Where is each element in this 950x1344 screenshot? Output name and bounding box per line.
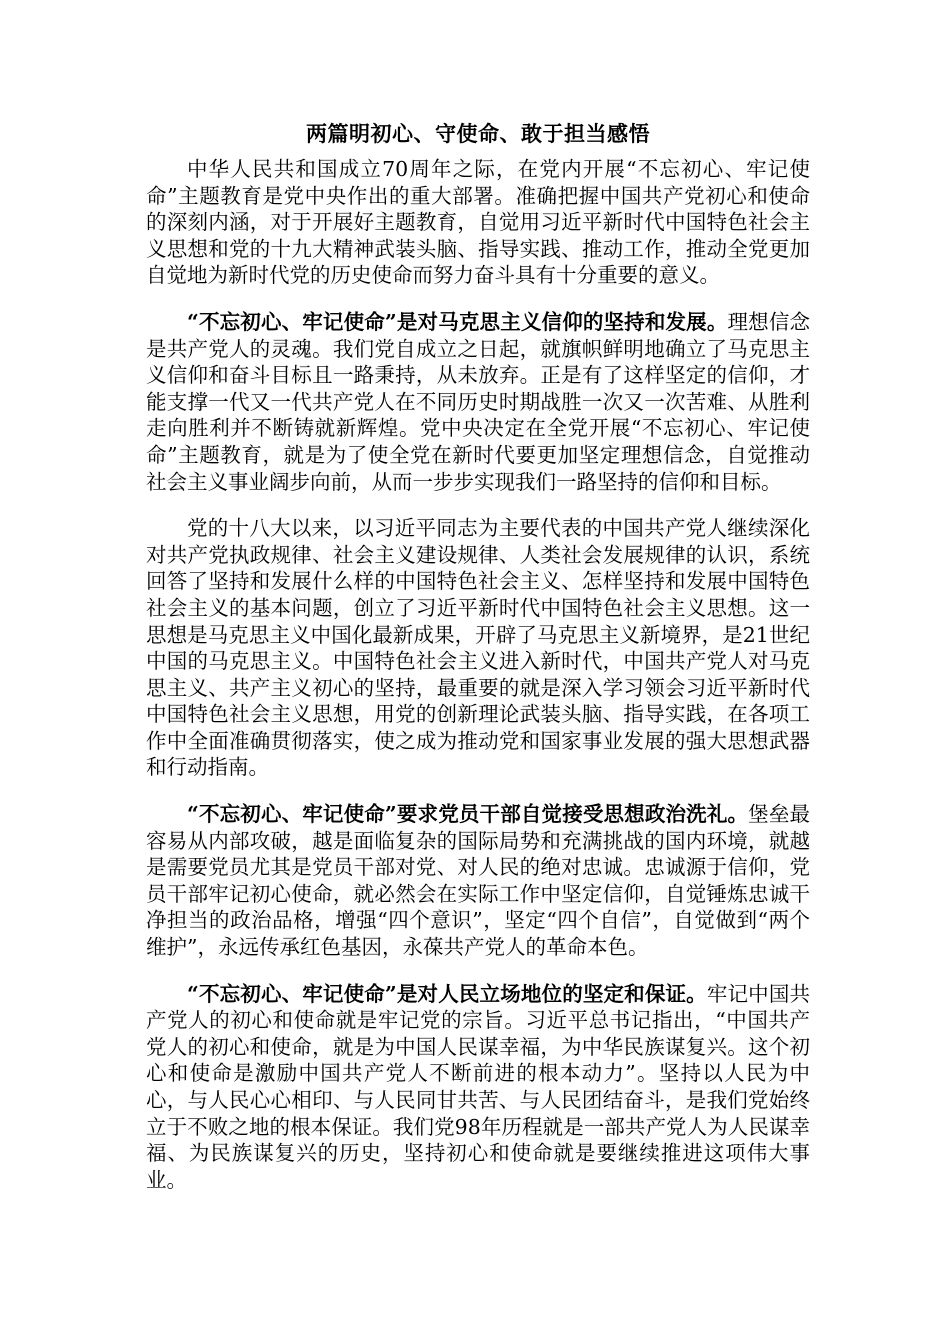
document-title: 两篇明初心、守使命、敢于担当感悟 [306, 121, 650, 146]
paragraph-2 [146, 309, 810, 495]
paragraph-5 [146, 981, 810, 1194]
paragraph-5-text: 牢记中国共产党人的初心和使命就是牢记党的宗旨。习近平总书记指出，“中国共产党人的初心和使命，就是为中国人民谋幸福，为中华民族谋复兴。这个初心和使命是激励中国共产党人不断前进的根本动力”。坚持以人民为中心，与人民心心相印、与人民同甘共苦、与人民团结奋斗，是我们党始终立于不败之地的根本保证。我们党98年历程就是一部共产党人为人民谋幸福、为民族谋复兴的历史，坚持初心和使命就是要继续推进这项伟大事业。 [146, 981, 810, 1192]
paragraph-4-lead: “不忘初心、牢记使命”要求党员干部自觉接受思想政治洗礼。 [187, 802, 749, 827]
document-page [146, 118, 810, 1213]
paragraph-2-lead: “不忘初心、牢记使命”是对马克思主义信仰的坚持和发展。 [187, 309, 728, 334]
paragraph-5-lead: “不忘初心、牢记使命”是对人民立场地位的坚定和保证。 [187, 981, 707, 1006]
paragraph-2-text: 理想信念是共产党人的灵魂。我们党自成立之日起，就旗帜鲜明地确立了马克思主义信仰和奋斗目标且一路秉持，从未放弃。正是有了这样坚定的信仰，才能支撑一代又一代共产党人在不同历史时期战胜一次又一次苦难、从胜利走向胜利并不断铸就新辉煌。党中央决定在全党开展“不忘初心、牢记使命”主题教育，就是为了使全党在新时代要更加坚定理想信念，自觉推动社会主义事业阔步向前，从而一步步实现我们一路坚持的信仰和目标。 [146, 309, 810, 494]
paragraph-3 [146, 515, 810, 781]
paragraph-1 [146, 156, 810, 289]
paragraph-1-text: 中华人民共和国成立70周年之际，在党内开展“不忘初心、牢记使命”主题教育是党中央作出的重大部署。准确把握中国共产党初心和使命的深刻内涵，对于开展好主题教育，自觉用习近平新时代中国特色社会主义思想和党的十九大精神武装头脑、指导实践、推动工作，推动全党更加自觉地为新时代党的历史使命而努力奋斗具有十分重要的意义。 [146, 157, 810, 288]
paragraph-3-text: 党的十八大以来，以习近平同志为主要代表的中国共产党人继续深化对共产党执政规律、社会主义建设规律、人类社会发展规律的认识，系统回答了坚持和发展什么样的中国特色社会主义、怎样坚持和发展中国特色社会主义的基本问题，创立了习近平新时代中国特色社会主义思想。这一思想是马克思主义中国化最新成果，开辟了马克思主义新境界，是21世纪中国的马克思主义。中国特色社会主义进入新时代，中国共产党人对马克思主义、共产主义初心的坚持，最重要的就是深入学习领会习近平新时代中国特色社会主义思想，用党的创新理论武装头脑、指导实践，在各项工作中全面准确贯彻落实，使之成为推动党和国家事业发展的强大思想武器和行动指南。 [146, 516, 810, 780]
paragraph-4-text: 堡垒最容易从内部攻破，越是面临复杂的国际局势和充满挑战的国内环境，就越是需要党员尤其是党员干部对党、对人民的绝对忠诚。忠诚源于信仰，党员干部牢记初心使命，就必然会在实际工作中坚定信仰，自觉锤炼忠诚干净担当的政治品格，增强“四个意识”，坚定“四个自信”，自觉做到“两个维护”，永远传承红色基因，永葆共产党人的革命本色。 [146, 802, 810, 960]
paragraph-4 [146, 801, 810, 961]
